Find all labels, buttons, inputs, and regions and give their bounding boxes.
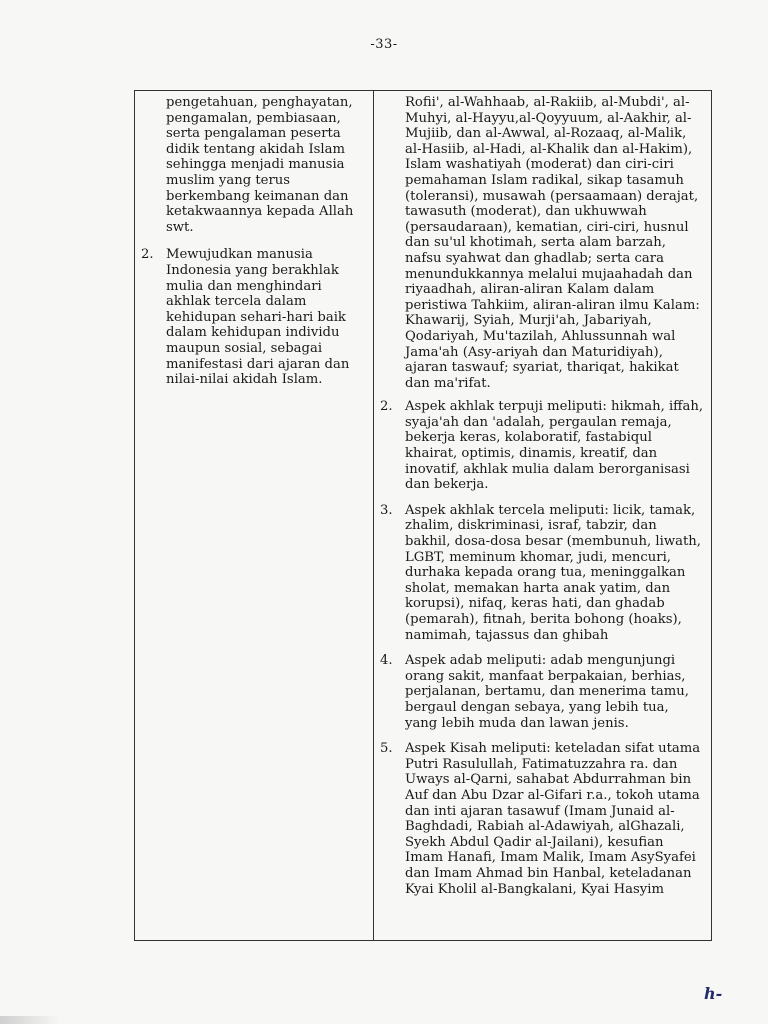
item-number: 4. — [380, 653, 393, 669]
left-column — [135, 91, 374, 941]
content-table — [134, 90, 712, 941]
initial-signature-mark: h- — [704, 984, 723, 1003]
item-text: Aspek akhlak tercela meliputi: licik, tamak, zhalim, diskriminasi, israf, tabzir, dan bakhil, dosa-dosa besar (membunuh, liwath, LGBT, meminum khomar, judi, mencuri, durhaka kepada orang tua, meninggalkan sholat, memakan harta anak yatim, dan korupsi), nifaq, keras hati, dan ghadab (pemarah), fitnah, berita bohong (hoaks), namimah, tajassus dan ghibah — [405, 502, 701, 643]
right-list-item — [380, 741, 705, 897]
left-lead-text: pengetahuan, penghayatan, pengamalan, pembiasaan, serta pengalaman peserta didik tentang akidah Islam sehingga menjadi manusia muslim yang terus berkembang keimanan dan ketakwaannya kepada Allah swt. — [166, 95, 354, 235]
page-number: -33- — [370, 37, 398, 52]
item-number: 2. — [141, 247, 154, 263]
item-number: 3. — [380, 502, 393, 518]
item-number: 2. — [380, 399, 393, 415]
item-text: Mewujudkan manusia Indonesia yang berakhlak mulia dan menghindari akhlak tercela dalam kehidupan sehari-hari baik dalam kehidupan individu maupun sosial, sebagai manifestasi dari ajaran dan nilai-nilai akidah Islam. — [166, 247, 350, 388]
right-list-item — [380, 653, 705, 731]
left-list-item — [141, 247, 367, 387]
right-lead-text: Rofii', al-Wahhaab, al-Rakiib, al-Mubdi', al-Muhyi, al-Hayyu,al-Qoyyuum, al-Aakhir, al-Mujiib, dan al-Awwal, al-Rozaaq, al-Malik, al-Hasiib, al-Hadi, al-Khalik dan al-Hakim), Islam washatiyah (moderat) dan ciri-ciri pemahaman Islam radikal, sikap tasamuh (toleransi), musawah (persaamaan) derajat, tawasuth (moderat), dan ukhuwwah (persaudaraan), kematian, ciri-ciri, husnul dan su'ul khotimah, serta alam barzah, nafsu syahwat dan ghadlab; serta cara menundukkannya melalui mujaahadah dan riyaadhah, aliran-aliran Kalam dalam peristiwa Tahkiim, aliran-aliran ilmu Kalam: Khawarij, Syiah, Murji'ah, Jabariyah, Qodariyah, Mu'tazilah, Ahlussunnah wal Jama'ah (Asy-ariyah dan Maturidiyah), ajaran taswauf; syariat, thariqat, hakikat dan ma'rifat. — [405, 95, 700, 391]
table-row — [135, 91, 712, 941]
right-column — [374, 91, 712, 941]
scan-artifact — [0, 1016, 60, 1024]
right-list-item — [380, 399, 705, 493]
item-text: Aspek akhlak terpuji meliputi: hikmah, iffah, syaja'ah dan 'adalah, pergaulan remaja, bekerja keras, kolaboratif, fastabiqul khairat, optimis, dinamis, kreatif, dan inovatif, akhlak mulia dalam berorganisasi dan bekerja. — [405, 399, 704, 493]
right-list-item — [380, 503, 705, 643]
item-number: 5. — [380, 741, 393, 757]
item-text: Aspek Kisah meliputi: keteladan sifat utama Putri Rasulullah, Fatimatuzzahra ra. dan Uways al-Qarni, sahabat Abdurrahman bin Auf dan Abu Dzar al-Gifari r.a., tokoh utama dan inti ajaran tasawuf (Imam Junaid al-Baghdadi, Rabiah al-Adawiyah, alGhazali, Syekh Abdul Qadir al-Jailani), kesufian Imam Hanafi, Imam Malik, Imam AsySyafei dan Imam Ahmad bin Hanbal, keteladanan Kyai Kholil al-Bangkalani, Kyai Hasyim — [405, 741, 701, 897]
item-text: Aspek adab meliputi: adab mengunjungi orang sakit, manfaat berpakaian, berhias, perjalanan, bertamu, dan menerima tamu, bergaul dengan sebaya, yang lebih tua, yang lebih muda dan lawan jenis. — [405, 653, 689, 731]
